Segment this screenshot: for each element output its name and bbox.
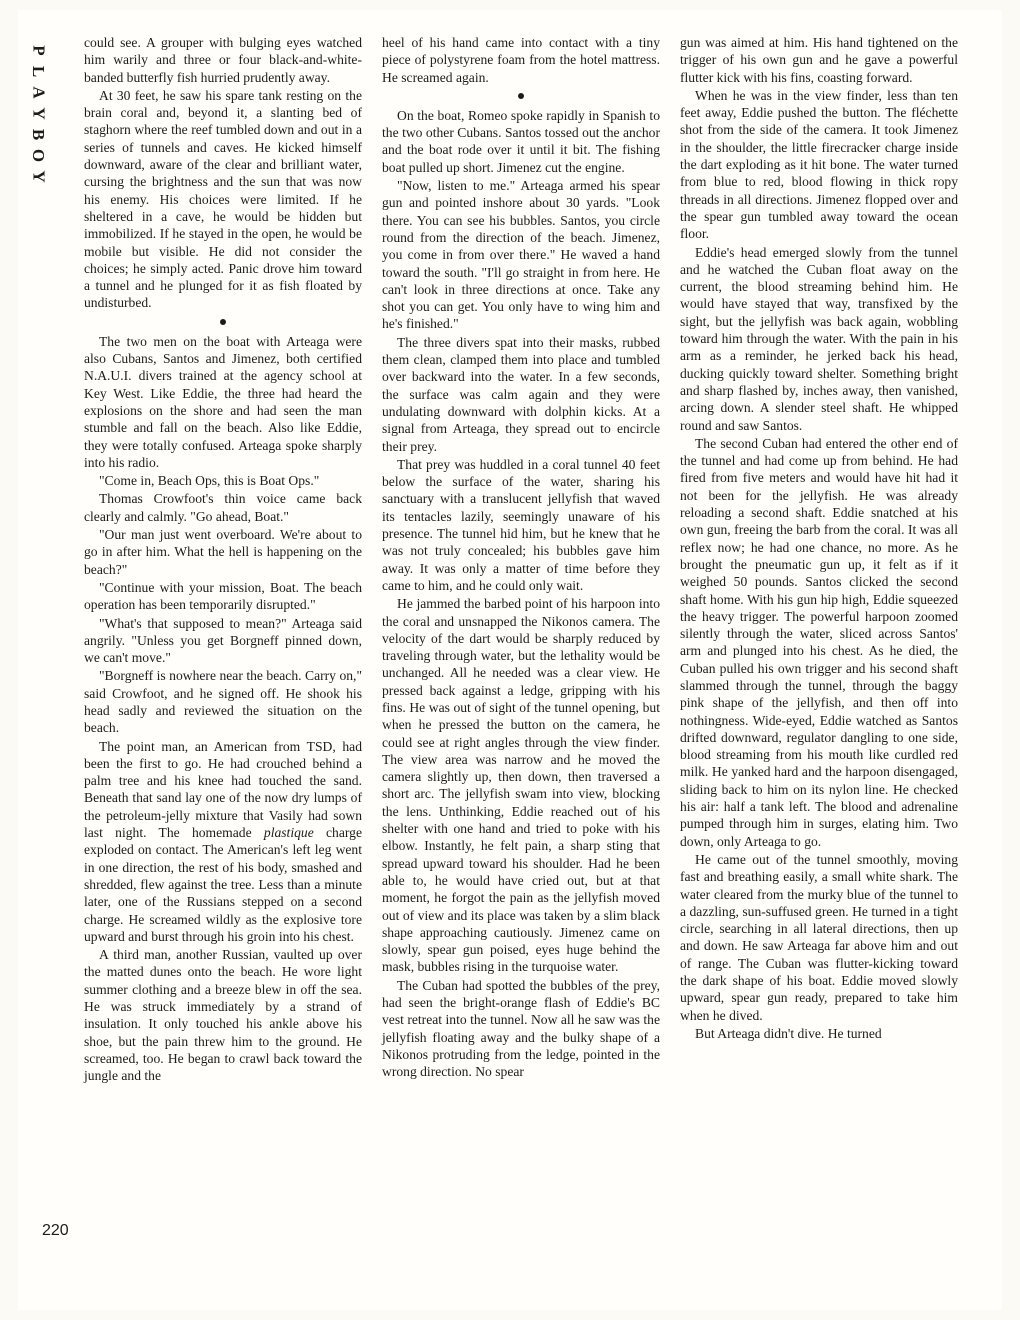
paragraph: The two men on the boat with Arteaga were also Cubans, Santos and Jimenez, both certified N.A.U.I. divers trained at the agency school at Key West. Like Eddie, the three had heard the explosions on the shore and had seen the man stumble and fall on the beach. Also like Eddie, they were totally confused. Arteaga spoke sharply into his radio. — [84, 333, 362, 470]
paragraph-text: charge exploded on contact. The American's left leg went in one direction, the rest of his body, smashed and shredded, flew against the tree. Less than a minute later, one of the Russians stepped on a second charge. He screamed wildly as the explosive tore upward and burst through his groin into his chest. — [84, 825, 362, 944]
masthead-letter: Y — [29, 170, 49, 183]
paragraph: That prey was huddled in a coral tunnel 40 feet below the surface of the water, sharing his sanctuary with a translucent jellyfish that waved its tentacles lazily, seemingly unaware of his presence. The tunnel hid him, but he knew that he was not truly concealed; his bubbles gave him away. It was only a matter of time before they came to him, and he could only wait. — [382, 456, 660, 593]
paragraph: He jammed the barbed point of his harpoon into the coral and unsnapped the Nikonos camera. The velocity of the dart would be sharply reduced by traveling through water, but the lethality would be unchanged. All he needed was a clear view. He pressed back against a ledge, gripping with his fins. He was out of sight of the tunnel opening, but when he pressed the button on the camera, he could see at right angles through the view finder. The view area was narrow and he moved the camera slightly up, then down, then traversed a short arc. The jellyfish swam into view, blocking the lens. Unthinking, Eddie reached out of his shelter with one hand and tried to poke with his elbow. Instantly, he felt pain, a sharp sting that spread upward toward his shoulder. Had he been able to, he would have cried out, but at that moment, he forgot the pain as the jellyfish moved out of view and its place was taken by a slim black shape approaching cautiously. Jimenez came on slowly, spear gun poised, eyes huge behind the mask, bubbles rising in the turquoise water. — [382, 596, 660, 975]
paragraph: The Cuban had spotted the bubbles of the prey, had seen the bright-orange flash of Eddie's BC vest retreat into the tunnel. Now all he saw was the jellyfish floating away and the bulky shape of a Nikonos protruding from the ledge, pointed in the wrong direction. No spear — [382, 977, 660, 1080]
paragraph: The three divers spat into their masks, rubbed them clean, clamped them into place and tumbled over backward into the water. In a few seconds, the surface was calm again and they were undulating downward with dolphin kicks. At a signal from Arteaga, they spread out to encircle their prey. — [382, 334, 660, 454]
paragraph: heel of his hand came into contact with a tiny piece of polystyrene foam from the hotel mattress. He screamed again. — [382, 35, 660, 85]
magazine-masthead — [24, 40, 54, 187]
paragraph: "Continue with your mission, Boat. The beach operation has been temporarily disrupted." — [84, 579, 362, 613]
paragraph: When he was in the view finder, less than ten feet away, Eddie pushed the button. The fléchette shot from the side of the camera. It took Jimenez in the shoulder, the little firecracker charge inside the dart exploding as it hit bone. The water turned from blue to red, blood flowing in thick ropy threads in all directions. Jimenez flopped over and the spear gun tumbled away toward the ocean floor. — [680, 87, 958, 242]
paragraph: gun was aimed at him. His hand tightened on the trigger of his own gun and he gave a powerful flutter kick with his fins, coasting forward. — [680, 35, 958, 85]
paragraph: At 30 feet, he saw his spare tank resting on the brain coral and, beyond it, a slanting bed of staghorn where the reef tumbled down and out in a series of tunnels and caves. He kicked himself downward, aware of the clear and brilliant water, cursing the brightness and the sun that was now his enemy. His choices were limited. If he sheltered in a cave, he would be hidden but immobilized. If he stayed in the open, he would be mobile but visible. He did not consider the choices; he simply acted. Panic drove him toward a tunnel and he plunged for it as fish floated by undisturbed. — [84, 87, 362, 311]
text-column-1 — [84, 34, 362, 1086]
text-column-2 — [382, 34, 660, 1082]
paragraph: could see. A grouper with bulging eyes watched him warily and three or four black-and-white-banded butterfly fish hurried prudently away. — [84, 35, 362, 85]
masthead-letter: L — [29, 65, 49, 78]
paragraph: "Our man just went overboard. We're about to go in after him. What the hell is happening on the beach?" — [84, 527, 362, 577]
masthead-letter: B — [29, 128, 49, 141]
page-number: 220 — [42, 1222, 69, 1239]
paragraph: "What's that supposed to mean?" Arteaga said angrily. "Unless you get Borgneff pinned down, we can't move." — [84, 615, 362, 666]
paragraph: On the boat, Romeo spoke rapidly in Spanish to the two other Cubans. Santos tossed out the anchor and the boat rode over it until it bit. The fishing boat pulled up short. Jimenez cut the engine. — [382, 107, 660, 175]
section-break-bullet — [518, 93, 524, 99]
paragraph: Eddie's head emerged slowly from the tunnel and he watched the Cuban float away on the current, the blood streaming behind him. He would have stayed that way, transfixed by the sight, but the jellyfish was back again, wobbling toward him through the water. With the pain in his arm as a reminder, he jerked back his head, ducking quickly toward shelter. Something bright and sharp flashed by, inches away, then vanished, arcing down. A slender steel shaft. He whipped round and saw Santos. — [680, 244, 958, 433]
text-column-3 — [680, 34, 958, 1043]
masthead-letter: A — [29, 86, 49, 99]
italic-word: plastique — [263, 825, 314, 841]
masthead-letter: Y — [29, 107, 49, 120]
paragraph: "Borgneff is nowhere near the beach. Carry on," said Crowfoot, and he signed off. He shook his head sadly and reviewed the situation on the beach. — [84, 668, 362, 736]
paragraph: "Now, listen to me." Arteaga armed his spear gun and pointed inshore about 30 yards. "Look there. You can see his bubbles. Santos, you circle round from the direction of the beach. Jimenez, you come in from over there." He waved a hand toward the south. "I'll go straight in from here. He can't look in three directions at once. Take any shot you can get. You only have to wing him and he's finished." — [382, 178, 660, 332]
paragraph: The second Cuban had entered the other end of the tunnel and had come up from behind. He had fired from five meters and would have hit had it not been for the jellyfish. He was already reloading a second shaft. Eddie snatched at his own gun, freeing the barb from the coral. It was all reflex now; he had one chance, no more. As he brought the pneumatic gun up, it felt as if it weighed 50 pounds. Santos clicked the second shaft home. With his gun hip high, Eddie squeezed the heavy trigger. The powerful harpoon zoomed silently through the water, sliced across Santos' arm and plunged into his chest. As he died, the Cuban pulled his own trigger and his second shaft slammed through the tunnel, through the baggy pink shape of the jellyfish, and then off into nothingness. Wide-eyed, Eddie watched as Santos drifted downward, regulator dangling to one side, blood streaming from his mouth like curdled red milk. He yanked hard and the harpoon disengaged, sliding back to him on its nylon line. He checked his air: half a tank left. The blood and adrenaline pumped through him in surges, elating him. Two down, only Arteaga to go. — [680, 435, 958, 849]
masthead-letter: O — [29, 148, 49, 163]
section-break-bullet — [220, 319, 226, 325]
paragraph: He came out of the tunnel smoothly, moving fast and breathing easily, a small white shark. The water cleared from the murky blue of the tunnel to a dazzling, sun-suffused green. He turned in a tight circle, searching in all lateral directions, then up and down. He saw Arteaga far above him and out of range. The Cuban was flutter-kicking toward the dark shape of his boat. Eddie moved slowly upward, spear gun ready, prepared to take him when he dived. — [680, 851, 958, 1023]
paragraph-text: The point man, an American from TSD, had been the first to go. He had crouched behind a palm tree and his knee had touched the sand. Beneath that sand lay one of the now dry lumps of the petroleum-jelly mixture that Vasily had sown last night. The homemade — [84, 738, 362, 841]
masthead-letter: P — [29, 45, 49, 56]
paragraph: "Come in, Beach Ops, this is Boat Ops." — [99, 473, 320, 489]
paragraph: Thomas Crowfoot's thin voice came back clearly and calmly. "Go ahead, Boat." — [84, 491, 362, 524]
paragraph: A third man, another Russian, vaulted up over the matted dunes onto the beach. He wore light summer clothing and a breeze blew in off the sea. He was struck immediately by a strand of insulation. It only touched his ankle above his shoe, but the pain threw him to the ground. He screamed, too. He began to crawl back toward the jungle and the — [84, 947, 362, 1084]
paragraph — [84, 738, 362, 946]
paragraph: But Arteaga didn't dive. He turned — [695, 1025, 882, 1041]
